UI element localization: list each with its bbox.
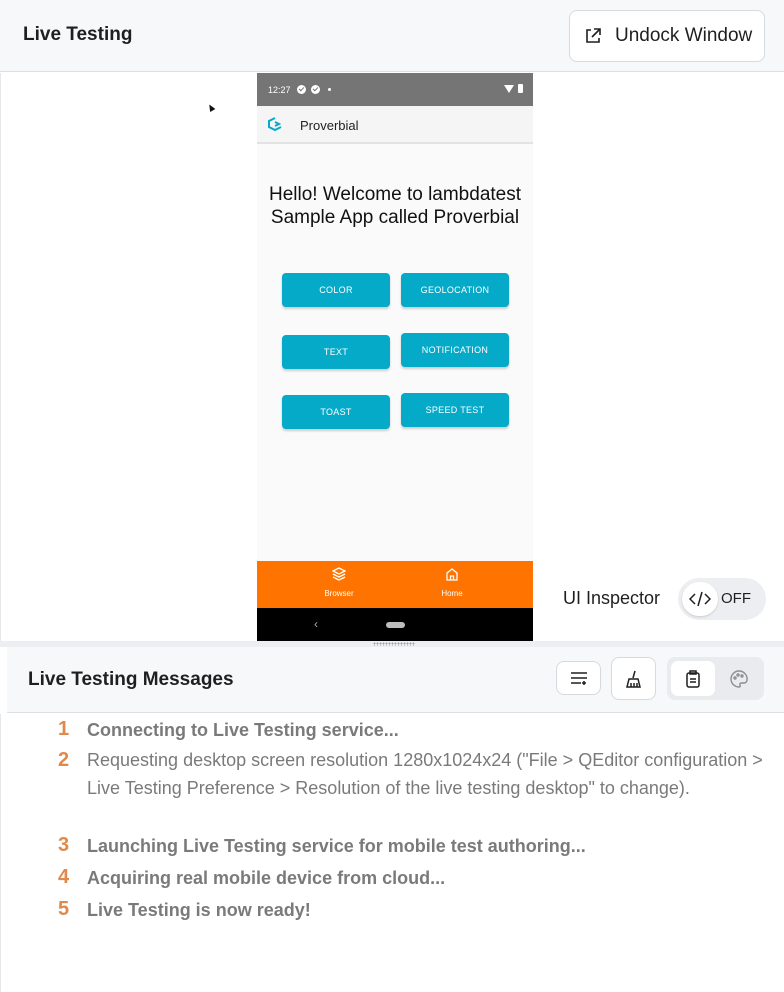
system-navigation-bar (257, 608, 533, 641)
message-text: Acquiring real mobile device from cloud... (87, 868, 446, 888)
bottom-navigation (257, 561, 533, 608)
speed-test-button[interactable]: SPEED TEST (401, 393, 509, 427)
app-bar (257, 106, 533, 144)
device-screen[interactable] (257, 73, 533, 641)
message-number: 2 (58, 749, 70, 771)
toggle-state: OFF (721, 590, 751, 607)
messages-body (0, 714, 784, 992)
device-status-bar (257, 73, 533, 106)
messages-title: Live Testing Messages (28, 669, 234, 690)
message-text: Launching Live Testing service for mobile test authoring... (87, 836, 586, 856)
theme-view-button[interactable] (717, 661, 761, 696)
mouse-cursor-icon (207, 103, 216, 112)
wrap-lines-button[interactable] (556, 661, 601, 695)
geolocation-button[interactable]: GEOLOCATION (401, 273, 509, 307)
nav-label-browser: Browser (324, 589, 354, 598)
toggle-knob (682, 582, 718, 616)
home-pill-icon[interactable] (386, 622, 405, 628)
back-icon[interactable]: ‹ (314, 617, 318, 631)
ui-inspector-toggle[interactable] (678, 578, 766, 620)
undock-window-button[interactable] (569, 10, 765, 62)
notification-dot-icon (328, 88, 331, 91)
toast-button[interactable]: TOAST (282, 395, 390, 429)
battery-icon (518, 84, 523, 93)
code-icon (689, 591, 711, 607)
wifi-icon (504, 85, 514, 93)
nav-item-home[interactable] (412, 567, 492, 598)
message-number: 4 (58, 866, 70, 888)
nav-item-browser[interactable] (299, 567, 379, 598)
page-title: Live Testing (23, 24, 133, 45)
external-link-icon (583, 26, 603, 46)
live-testing-stage (0, 73, 784, 641)
ui-inspector-label: UI Inspector (563, 588, 661, 608)
palette-icon (730, 670, 748, 688)
message-number: 5 (58, 898, 70, 920)
check-circle-icon (297, 85, 306, 94)
check-circle-icon (311, 85, 320, 94)
home-icon (445, 567, 459, 581)
message-text: Live Testing is now ready! (87, 900, 311, 920)
broom-icon (624, 669, 644, 689)
clear-messages-button[interactable] (611, 657, 656, 700)
clipboard-icon (685, 670, 701, 688)
welcome-text: Hello! Welcome to lambdatest Sample App called Proverbial (268, 184, 522, 228)
view-mode-segment (667, 657, 764, 700)
message-number: 3 (58, 834, 70, 856)
notification-button[interactable]: NOTIFICATION (401, 333, 509, 367)
text-button[interactable]: TEXT (282, 335, 390, 369)
nav-label-home: Home (441, 589, 463, 598)
wrap-lines-icon (569, 670, 589, 686)
log-view-button[interactable] (671, 661, 715, 696)
messages-header (7, 647, 784, 713)
message-number: 1 (58, 718, 70, 740)
drag-handle-icon[interactable] (373, 642, 415, 646)
top-header (0, 0, 784, 72)
undock-window-label: Undock Window (615, 25, 753, 46)
color-button[interactable]: COLOR (282, 273, 390, 307)
proverbial-logo-icon (267, 116, 283, 132)
message-text: Requesting desktop screen resolution 1280x1024x24 ("File > QEditor configuration > Live Testing Preference > Resolution of the live testing desktop" to change). (87, 750, 763, 798)
message-text: Connecting to Live Testing service... (87, 720, 399, 740)
app-title: Proverbial (300, 118, 359, 133)
status-time: 12:27 (268, 84, 291, 95)
layers-icon (332, 567, 346, 581)
